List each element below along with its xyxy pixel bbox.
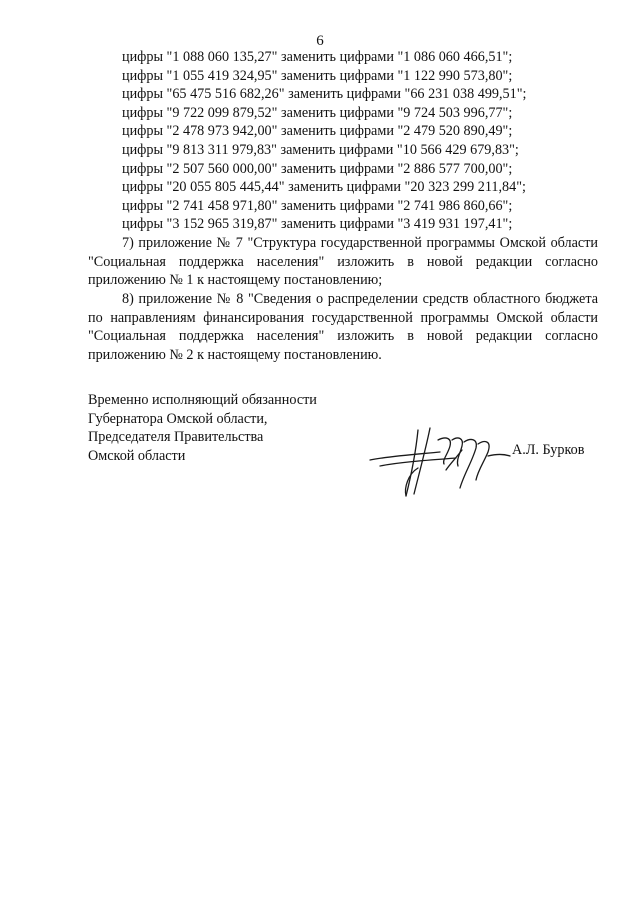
replacement-line: цифры "2 741 458 971,80" заменить цифрами "2 741 986 860,66"; xyxy=(122,197,513,214)
handwritten-signature xyxy=(360,410,520,510)
signature-title-line: Председателя Правительства xyxy=(88,429,264,446)
replacement-line: цифры "3 152 965 319,87" заменить цифрами "3 419 931 197,41"; xyxy=(122,216,513,233)
signature-title-line: Омской области xyxy=(88,447,186,464)
paragraph-item-8: 8) приложение № 8 "Сведения о распределении средств областного бюджета по направлениям финансирования государственной программы Омской области "Социальная поддержка населения" изложить в новой редакции согласно приложению № 2 к настоящему постановлению. xyxy=(88,291,598,363)
replacement-line: цифры "65 475 516 682,26" заменить цифрами "66 231 038 499,51"; xyxy=(122,86,527,103)
signature-title-block xyxy=(88,391,317,465)
signature-title-line: Губернатора Омской области, xyxy=(88,410,268,427)
replacement-line: цифры "1 055 419 324,95" заменить цифрами "1 122 990 573,80"; xyxy=(122,67,513,84)
paragraph-item-8-block xyxy=(88,290,598,364)
replacement-line: цифры "2 478 973 942,00" заменить цифрами "2 479 520 890,49"; xyxy=(122,123,513,140)
signature-title-line: Временно исполняющий обязанности xyxy=(88,392,317,408)
page-number: 6 xyxy=(316,33,324,49)
replacement-line: цифры "20 055 805 445,44" заменить цифрами "20 323 299 211,84"; xyxy=(122,179,526,196)
replacement-line: цифры "9 813 311 979,83" заменить цифрами "10 566 429 679,83"; xyxy=(122,141,519,158)
replacement-line: цифры "2 507 560 000,00" заменить цифрами "2 886 577 700,00"; xyxy=(122,160,513,177)
signer-name: А.Л. Бурков xyxy=(512,442,585,458)
replacement-line: цифры "1 088 060 135,27" заменить цифрами "1 086 060 466,51"; xyxy=(122,49,513,65)
paragraph-item-7-block xyxy=(88,234,598,290)
replacement-line: цифры "9 722 099 879,52" заменить цифрами "9 724 503 996,77"; xyxy=(122,104,513,121)
replacement-list xyxy=(88,48,598,234)
paragraph-item-7: 7) приложение № 7 "Структура государственной программы Омской области "Социальная поддержка населения" изложить в новой редакции согласно приложению № 1 к настоящему постановлению; xyxy=(88,235,598,289)
